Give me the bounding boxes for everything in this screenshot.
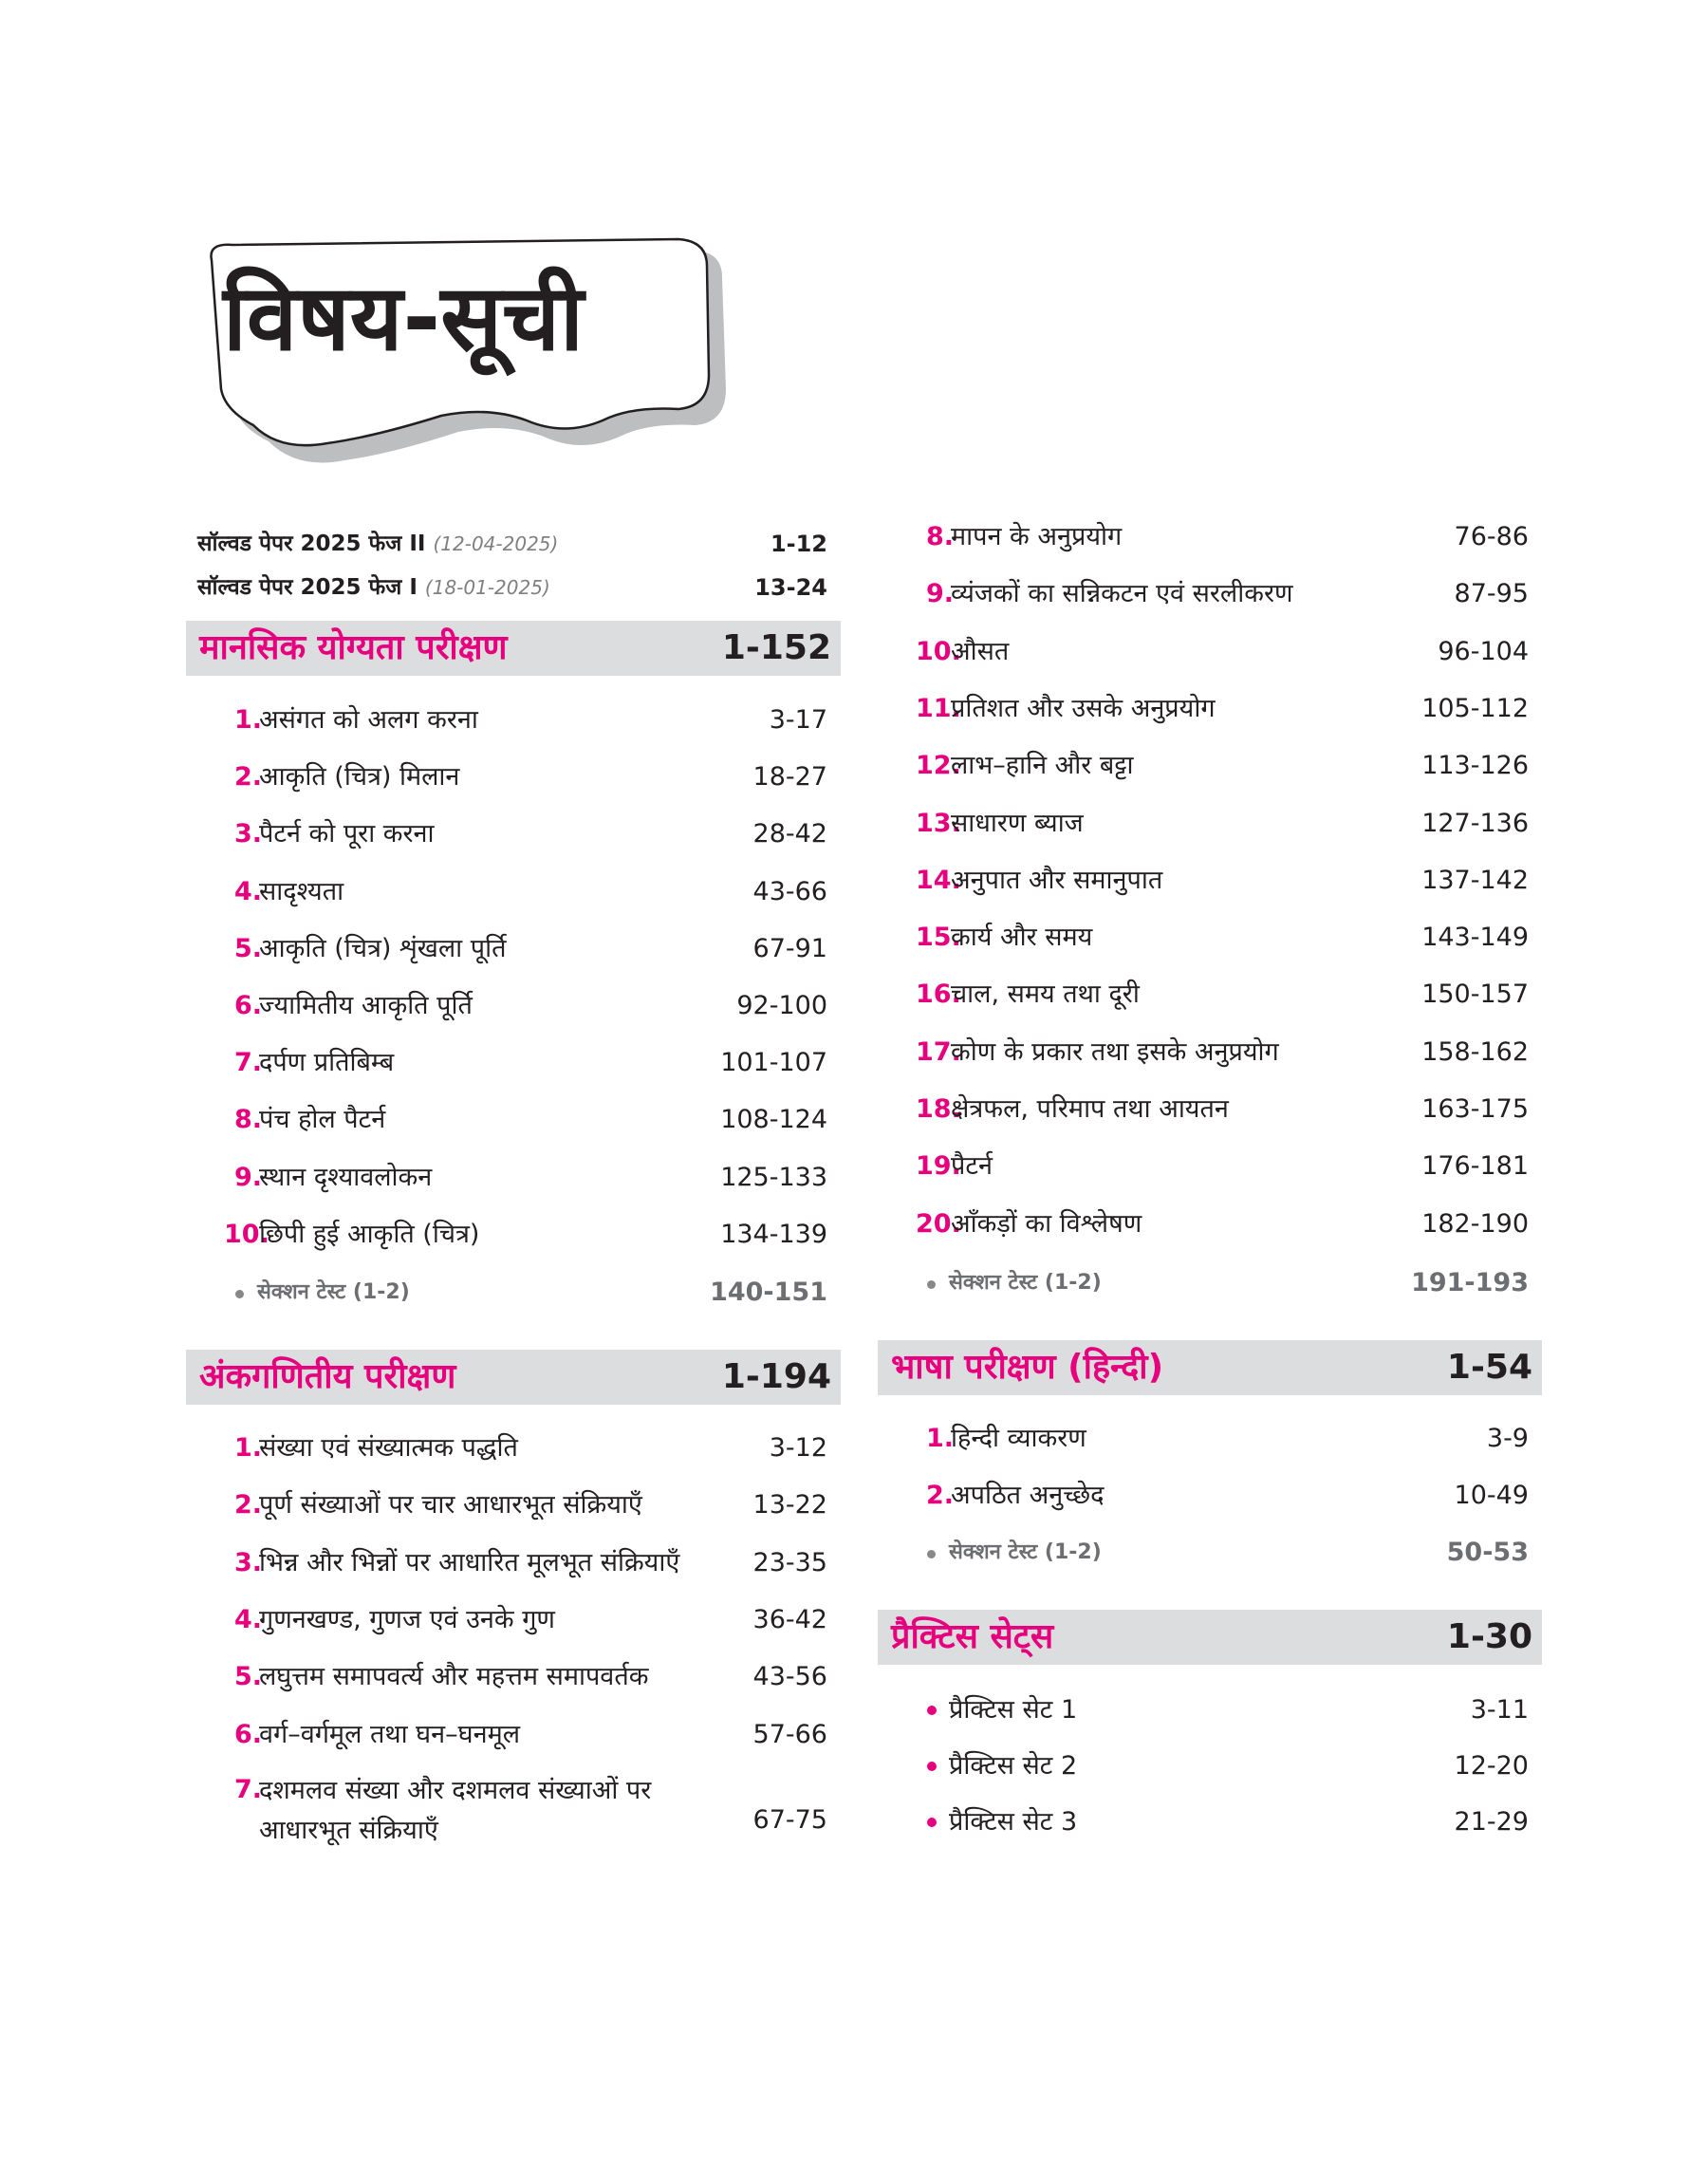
toc-number: 5. [233,1662,262,1692]
toc-pages: 67-91 [752,933,827,963]
toc-row[interactable] [878,627,1542,677]
toc-pages: 21-29 [1454,1807,1529,1837]
toc-label: प्रैक्टिस सेट 1 [949,1695,1078,1725]
solved-paper-row[interactable] [186,563,841,612]
toc-label: प्रतिशत और उसके अनुप्रयोग [951,693,1216,723]
section-title: अंकगणितीय परीक्षण [199,1357,456,1396]
practice-set-row[interactable] [878,1742,1542,1791]
toc-label: वर्ग–वर्गमूल तथा घन–घनमूल [259,1719,521,1749]
toc-pages: 57-66 [752,1719,827,1749]
practice-set-row[interactable] [878,1798,1542,1847]
toc-number: 1. [925,1424,954,1453]
toc-label: पूर्ण संख्याओं पर चार आधारभूत संक्रियाएँ [259,1490,642,1521]
toc-pages: 3-12 [769,1433,827,1463]
toc-number: 3. [233,1547,262,1577]
section-test-label: सेक्शन टेस्ट (1-2) [949,1540,1102,1564]
section-test-row[interactable] [878,1259,1542,1308]
toc-label: संख्या एवं संख्यात्मक पद्धति [259,1433,518,1463]
section-test-label: सेक्शन टेस्ट (1-2) [949,1271,1102,1295]
toc-number: 15. [916,923,961,953]
solved-paper-row[interactable] [186,519,841,569]
toc-number: 2. [925,1481,954,1510]
toc-label: औसत [951,636,1010,666]
toc-row[interactable] [878,569,1542,619]
toc-pages: 113-126 [1421,751,1529,781]
solved-paper-date: (18-01-2025) [424,576,550,599]
section-pages: 1-30 [1446,1617,1532,1656]
toc-label: छिपी हुई आकृति (चित्र) [259,1219,480,1249]
solved-paper-label: सॉल्वड पेपर 2025 फेज I (18-01-2025) [197,575,550,600]
toc-number: 11. [916,693,961,723]
toc-label: मापन के अनुप्रयोग [951,522,1123,551]
toc-pages: 176-181 [1421,1151,1529,1182]
toc-number: 7. [233,1774,262,1804]
toc-number: 1. [233,705,262,735]
toc-pages: 3-9 [1486,1424,1529,1453]
toc-number: 7. [233,1048,262,1078]
toc-pages: 43-66 [752,876,827,906]
section-title: मानसिक योग्यता परीक्षण [199,628,508,667]
toc-row[interactable] [186,1767,841,1849]
toc-label: दशमलव संख्या और दशमलव संख्याओं पर आधारभूत संक्रियाएँ [259,1775,652,1845]
section-title: भाषा परीक्षण (हिन्दी) [891,1348,1164,1387]
section-test-pages: 191-193 [1411,1268,1529,1297]
toc-number: 12. [916,751,961,781]
toc-label: सादृश्यता [259,876,344,906]
toc-number: 8. [925,522,954,551]
toc-label: गुणनखण्ड, गुणज एवं उनके गुण [259,1604,555,1634]
toc-number: 13. [916,808,961,838]
toc-row[interactable] [878,1414,1542,1464]
toc-row[interactable] [186,981,841,1031]
toc-pages: 3-17 [769,705,827,735]
toc-pages: 3-11 [1470,1695,1529,1725]
toc-number: 6. [233,1719,262,1749]
section-title: प्रैक्टिस सेट्स [891,1617,1054,1656]
toc-pages: 127-136 [1421,808,1529,838]
toc-row[interactable] [878,799,1542,849]
toc-label: हिन्दी व्याकरण [951,1424,1086,1453]
toc-number: 2. [233,762,262,793]
bullet-icon [927,1762,937,1771]
toc-row[interactable] [186,1095,841,1145]
toc-row[interactable] [878,741,1542,791]
toc-pages: 67-75 [752,1804,827,1835]
toc-row[interactable] [186,868,841,917]
toc-pages: 134-139 [720,1219,827,1249]
toc-pages: 125-133 [720,1162,827,1192]
toc-pages: 143-149 [1421,923,1529,953]
toc-label: चाल, समय तथा दूरी [951,980,1140,1010]
section-pages: 1-54 [1446,1348,1532,1387]
toc-label: अनुपात और समानुपात [951,865,1163,895]
toc-row[interactable] [878,913,1542,962]
toc-row[interactable] [878,1085,1542,1134]
toc-label: कार्य और समय [951,923,1093,953]
toc-number: 9. [925,579,954,609]
bullet-icon [927,1706,937,1715]
section-test-pages: 50-53 [1446,1538,1529,1567]
section-header-arith [186,1350,841,1405]
toc-pages: 92-100 [736,991,827,1020]
practice-set-row[interactable] [878,1686,1542,1735]
toc-pages: 101-107 [720,1048,827,1078]
toc-row[interactable] [878,513,1542,562]
toc-row[interactable] [186,696,841,745]
toc-pages: 12-20 [1454,1751,1529,1781]
toc-number: 6. [233,991,262,1020]
section-test-label: सेक्शन टेस्ट (1-2) [257,1280,410,1304]
toc-number: 4. [233,876,262,906]
toc-label: स्थान दृश्यावलोकन [259,1162,433,1192]
toc-row[interactable] [878,1142,1542,1191]
toc-label: लघुत्तम समापवर्त्य और महत्तम समापवर्तक [259,1662,649,1692]
toc-number: 14. [916,865,961,895]
toc-pages: 43-56 [752,1662,827,1692]
toc-pages: 108-124 [720,1105,827,1135]
toc-number: 4. [233,1604,262,1634]
toc-label: कोण के प्रकार तथा इसके अनुप्रयोग [951,1036,1279,1067]
toc-label: पैटर्न [951,1151,993,1182]
toc-number: 10. [224,1219,269,1249]
toc-label: भिन्न और भिन्नों पर आधारित मूलभूत संक्रियाएँ [259,1547,680,1577]
toc-pages: 28-42 [752,819,827,849]
toc-row[interactable] [186,753,841,802]
toc-pages: 10-49 [1454,1481,1529,1510]
section-header-practice [878,1610,1542,1665]
section-test-pages: 140-151 [710,1278,827,1307]
section-header-language [878,1340,1542,1395]
toc-row[interactable] [186,810,841,859]
toc-number: 10. [916,636,961,666]
toc-row[interactable] [186,1652,841,1702]
toc-row[interactable] [186,1153,841,1203]
toc-pages: 182-190 [1421,1208,1529,1239]
toc-label: साधारण ब्याज [951,808,1084,838]
solved-paper-pages: 13-24 [754,574,827,601]
toc-pages: 163-175 [1421,1094,1529,1124]
toc-label: व्यंजकों का सन्निकटन एवं सरलीकरण [951,579,1293,609]
toc-pages: 105-112 [1421,693,1529,723]
toc-row[interactable] [186,1424,841,1473]
toc-row[interactable] [186,1539,841,1588]
toc-row[interactable] [186,1710,841,1760]
solved-paper-pages: 1-12 [770,531,827,557]
toc-row[interactable] [186,1595,841,1645]
toc-number: 19. [916,1151,961,1182]
toc-label: आँकड़ों का विश्लेषण [951,1208,1142,1239]
toc-label: आकृति (चित्र) मिलान [259,762,460,793]
toc-pages: 13-22 [752,1490,827,1521]
toc-row[interactable] [186,924,841,974]
section-test-row[interactable] [186,1268,841,1317]
toc-number: 5. [233,933,262,963]
toc-label: लाभ–हानि और बट्टा [951,751,1134,781]
toc-number: 17. [916,1036,961,1067]
toc-pages: 150-157 [1421,980,1529,1010]
toc-row[interactable] [878,970,1542,1019]
toc-row[interactable] [878,1471,1542,1521]
toc-number: 16. [916,980,961,1010]
bullet-icon [927,1280,936,1289]
toc-number: 2. [233,1490,262,1521]
toc-row[interactable] [186,1210,841,1259]
bullet-icon [235,1290,244,1298]
bullet-icon [927,1550,936,1558]
toc-label: पैटर्न को पूरा करना [259,819,435,849]
toc-label: दर्पण प्रतिबिम्ब [259,1048,395,1078]
toc-number: 18. [916,1094,961,1124]
toc-row[interactable] [878,1200,1542,1249]
section-pages: 1-152 [721,628,831,667]
toc-row[interactable] [186,1038,841,1088]
section-header-mental [186,621,841,676]
section-test-row[interactable] [878,1528,1542,1577]
toc-number: 3. [233,819,262,849]
toc-label: प्रैक्टिस सेट 3 [949,1807,1078,1837]
toc-pages: 23-35 [752,1547,827,1577]
toc-number: 1. [233,1433,262,1463]
toc-label: प्रैक्टिस सेट 2 [949,1751,1078,1781]
title-banner [195,237,726,465]
toc-pages: 36-42 [752,1604,827,1634]
bullet-icon [927,1818,937,1827]
page-title: विषय-सूची [223,265,584,371]
toc-pages: 87-95 [1454,579,1529,609]
toc-pages: 137-142 [1421,865,1529,895]
toc-row[interactable] [878,856,1542,905]
toc-label: ज्यामितीय आकृति पूर्ति [259,991,473,1020]
toc-number: 8. [233,1105,262,1135]
toc-row[interactable] [878,684,1542,734]
toc-pages: 96-104 [1438,636,1529,666]
toc-row[interactable] [878,1028,1542,1077]
section-pages: 1-194 [721,1357,831,1396]
toc-label: असंगत को अलग करना [259,705,478,735]
toc-pages: 158-162 [1421,1036,1529,1067]
toc-number: 20. [916,1208,961,1239]
toc-label: अपठित अनुच्छेद [951,1481,1105,1510]
toc-label: क्षेत्रफल, परिमाप तथा आयतन [951,1094,1229,1124]
toc-number: 9. [233,1162,262,1192]
toc-label: पंच होल पैटर्न [259,1105,386,1135]
toc-pages: 18-27 [752,762,827,793]
toc-row[interactable] [186,1481,841,1530]
toc-label: आकृति (चित्र) शृंखला पूर्ति [259,933,507,963]
solved-paper-label: सॉल्वड पेपर 2025 फेज II (12-04-2025) [197,532,559,556]
solved-paper-date: (12-04-2025) [433,532,559,555]
toc-pages: 76-86 [1454,522,1529,551]
